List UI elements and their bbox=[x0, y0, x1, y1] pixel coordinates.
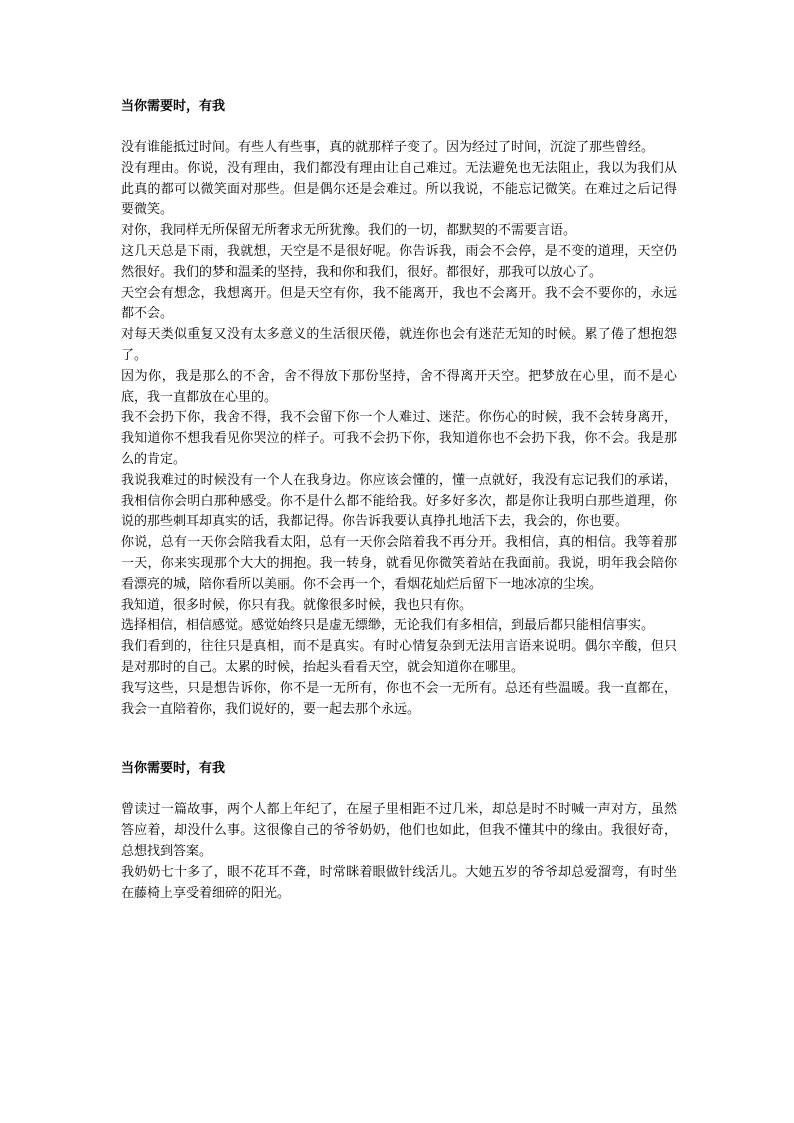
section-spacer bbox=[121, 720, 677, 758]
section-1 bbox=[121, 96, 677, 720]
paragraph: 我说我难过的时候没有一个人在我身边。你应该会懂的，懂一点就好，我没有忘记我们的承诺，我相信你会明白那种感受。你不是什么都不能给我。好多好多次，都是你让我明白那些道理，你说的那些刺耳却真实的话，我都记得。你告诉我要认真挣扎地活下去，我会的，你也要。 bbox=[121, 472, 677, 530]
paragraph: 我不会扔下你，我舍不得，我不会留下你一个人难过、迷茫。你伤心的时候，我不会转身离开，我知道你不想我看见你哭泣的样子。可我不会扔下你，我知道你也不会扔下我，你不会。我是那么的肯定。 bbox=[121, 410, 677, 467]
section-2 bbox=[121, 758, 677, 904]
section-title: 当你需要时，有我 bbox=[121, 99, 226, 114]
document-page bbox=[121, 96, 677, 904]
paragraph: 你说，总有一天你会陪我看太阳，总有一天你会陪着我不再分开。我相信，真的相信。我等着那一天，你来实现那个大大的拥抱。我一转身，就看见你微笑着站在我面前。我说，明年我会陪你看漂亮的城，陪你看所以美丽。你不会再一个，看烟花灿烂后留下一地冰凉的尘埃。 bbox=[121, 535, 677, 592]
paragraph: 没有理由。你说，没有理由，我们都没有理由让自己难过。无法避免也无法阻止，我以为我们从此真的都可以微笑面对那些。但是偶尔还是会难过。所以我说，不能忘记微笑。在难过之后记得要微笑。 bbox=[121, 160, 677, 218]
paragraph: 对你，我同样无所保留无所奢求无所犹豫。我们的一切，都默契的不需要言语。 bbox=[121, 223, 577, 239]
paragraph: 因为你，我是那么的不舍，舍不得放下那份坚持，舍不得离开天空。把梦放在心里，而不是心底，我一直都放在心里的。 bbox=[121, 368, 677, 405]
paragraph: 我写这些，只是想告诉你，你不是一无所有，你也不会一无所有。总还有些温暖。我一直都在，我会一直陪着你，我们说好的，要一起去那个永远。 bbox=[121, 680, 677, 717]
spacer bbox=[121, 118, 677, 138]
paragraph: 我奶奶七十多了，眼不花耳不聋，时常眯着眼做针线活儿。大她五岁的爷爷却总爱溜弯，有时坐在藤椅上享受着细碎的阳光。 bbox=[121, 864, 677, 901]
paragraph: 对每天类似重复又没有太多意义的生活很厌倦，就连你也会有迷茫无知的时候。累了倦了想抱怨了。 bbox=[121, 327, 677, 363]
paragraph: 我们看到的，往往只是真相，而不是真实。有时心情复杂到无法用言语来说明。偶尔辛酸，但只是对那时的自己。太累的时候，抬起头看看天空，就会知道你在哪里。 bbox=[121, 639, 677, 675]
paragraph: 选择相信，相信感觉。感觉始终只是虚无缥缈，无论我们有多相信，到最后都只能相信事实。 bbox=[121, 618, 655, 634]
paragraph: 没有谁能抵过时间。有些人有些事，真的就那样子变了。因为经过了时间，沉淀了那些曾经。 bbox=[121, 140, 655, 155]
paragraph: 天空会有想念，我想离开。但是天空有你，我不能离开，我也不会离开。我不会不要你的，永远都不会。 bbox=[121, 285, 677, 322]
paragraph: 曾读过一篇故事，两个人都上年纪了，在屋子里相距不过几米，却总是时不时喊一声对方，虽然答应着，却没什么事。这很像自己的爷爷奶奶，他们也如此，但我不懂其中的缘由。我很好奇，总想找到答案。 bbox=[121, 802, 677, 859]
paragraph: 我知道，很多时候，你只有我。就像很多时候，我也只有你。 bbox=[121, 597, 473, 613]
paragraph: 这几天总是下雨，我就想，天空是不是很好呢。你告诉我，雨会不会停，是不变的道理，天空仍然很好。我们的梦和温柔的坚持，我和你和我们，很好。都很好，那我可以放心了。 bbox=[121, 243, 677, 280]
spacer bbox=[121, 780, 677, 800]
section-title: 当你需要时，有我 bbox=[121, 761, 226, 777]
